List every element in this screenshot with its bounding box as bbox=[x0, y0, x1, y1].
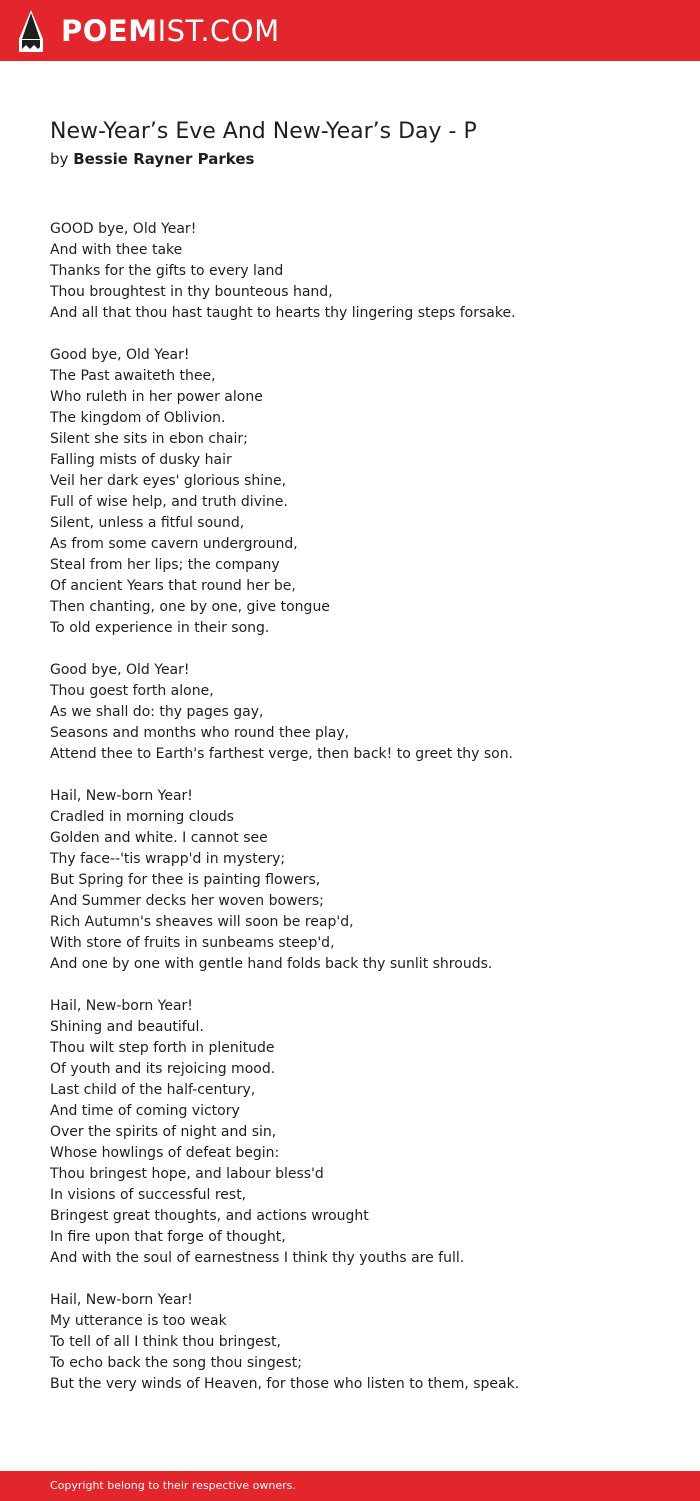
stanza bbox=[50, 345, 670, 639]
by-label: by bbox=[50, 150, 69, 168]
poem-line: Shining and beautiful. bbox=[50, 1019, 204, 1035]
poem-line: To tell of all I think thou bringest, bbox=[50, 1334, 281, 1350]
poem-line: As we shall do: thy pages gay, bbox=[50, 704, 264, 720]
site-logo[interactable] bbox=[61, 12, 280, 50]
poem-line: Silent, unless a fitful sound, bbox=[50, 515, 245, 531]
poem-line: Rich Autumn's sheaves will soon be reap'd, bbox=[50, 914, 354, 930]
poem-line: And one by one with gentle hand folds back thy sunlit shrouds. bbox=[50, 956, 493, 972]
poem-line: In fire upon that forge of thought, bbox=[50, 1229, 286, 1245]
poem-line: Golden and white. I cannot see bbox=[50, 830, 268, 846]
poem-line: Whose howlings of defeat begin: bbox=[50, 1145, 280, 1161]
poem-line: The kingdom of Oblivion. bbox=[50, 410, 226, 426]
poem-title: New-Year’s Eve And New-Year’s Day - P bbox=[50, 119, 477, 144]
byline bbox=[50, 148, 254, 170]
poem-body bbox=[50, 219, 670, 1416]
poem-line: In visions of successful rest, bbox=[50, 1187, 247, 1203]
stanza bbox=[50, 996, 670, 1269]
poem-line: Who ruleth in her power alone bbox=[50, 389, 263, 405]
poem-line: And time of coming victory bbox=[50, 1103, 240, 1119]
poem-line: Steal from her lips; the company bbox=[50, 557, 280, 573]
poem-line: Attend thee to Earth's farthest verge, then back! to greet thy son. bbox=[50, 746, 514, 762]
poem-line: With store of fruits in sunbeams steep'd, bbox=[50, 935, 335, 951]
poem-line: And with the soul of earnestness I think thy youths are full. bbox=[50, 1250, 465, 1266]
poem-line: Last child of the half-century, bbox=[50, 1082, 256, 1098]
poem-line: Hail, New-born Year! bbox=[50, 788, 193, 804]
site-footer bbox=[0, 1471, 700, 1501]
poem-line: Of youth and its rejoicing mood. bbox=[50, 1061, 276, 1077]
poem-line: But the very winds of Heaven, for those who listen to them, speak. bbox=[50, 1376, 520, 1392]
poem-line: And all that thou hast taught to hearts thy lingering steps forsake. bbox=[50, 305, 516, 321]
stanza bbox=[50, 1290, 670, 1395]
stanza bbox=[50, 219, 670, 324]
poem-line: Bringest great thoughts, and actions wrought bbox=[50, 1208, 369, 1224]
poem-line: Veil her dark eyes' glorious shine, bbox=[50, 473, 287, 489]
poem-line: As from some cavern underground, bbox=[50, 536, 298, 552]
stanza bbox=[50, 786, 670, 975]
author-name: Bessie Rayner Parkes bbox=[73, 150, 255, 168]
poem-line: The Past awaiteth thee, bbox=[50, 368, 216, 384]
poem-line: My utterance is too weak bbox=[50, 1313, 227, 1329]
poem-line: Over the spirits of night and sin, bbox=[50, 1124, 277, 1140]
poem-line: Then chanting, one by one, give tongue bbox=[50, 599, 330, 615]
logo-text-bold: POEM bbox=[61, 14, 158, 48]
poem-line: Hail, New-born Year! bbox=[50, 1292, 193, 1308]
poem-line: Thou goest forth alone, bbox=[50, 683, 214, 699]
poem-line: Thou broughtest in thy bounteous hand, bbox=[50, 284, 333, 300]
stanza bbox=[50, 660, 670, 765]
logo-text-light: IST.COM bbox=[157, 14, 280, 48]
poem-line: Falling mists of dusky hair bbox=[50, 452, 232, 468]
poem-line: Good bye, Old Year! bbox=[50, 347, 190, 363]
poem-line: And Summer decks her woven bowers; bbox=[50, 893, 324, 909]
poem-line: Full of wise help, and truth divine. bbox=[50, 494, 288, 510]
site-header bbox=[0, 0, 700, 61]
poem-line: Cradled in morning clouds bbox=[50, 809, 234, 825]
poem-line: Thou bringest hope, and labour bless'd bbox=[50, 1166, 324, 1182]
poem-line: But Spring for thee is painting flowers, bbox=[50, 872, 321, 888]
poem-line: Thou wilt step forth in plenitude bbox=[50, 1040, 275, 1056]
poem-line: GOOD bye, Old Year! bbox=[50, 221, 197, 237]
poem-line: Thy face--'tis wrapp'd in mystery; bbox=[50, 851, 286, 867]
pencil-logo-icon[interactable] bbox=[18, 9, 44, 53]
poem-line: And with thee take bbox=[50, 242, 183, 258]
poem-line: Seasons and months who round thee play, bbox=[50, 725, 350, 741]
poem-line: To old experience in their song. bbox=[50, 620, 270, 636]
poem-line: To echo back the song thou singest; bbox=[50, 1355, 302, 1371]
poem-line: Silent she sits in ebon chair; bbox=[50, 431, 248, 447]
poem-line: Thanks for the gifts to every land bbox=[50, 263, 284, 279]
poem-line: Of ancient Years that round her be, bbox=[50, 578, 296, 594]
poem-line: Good bye, Old Year! bbox=[50, 662, 190, 678]
poem-line: Hail, New-born Year! bbox=[50, 998, 193, 1014]
copyright-text: Copyright belong to their respective owners. bbox=[50, 1479, 296, 1492]
